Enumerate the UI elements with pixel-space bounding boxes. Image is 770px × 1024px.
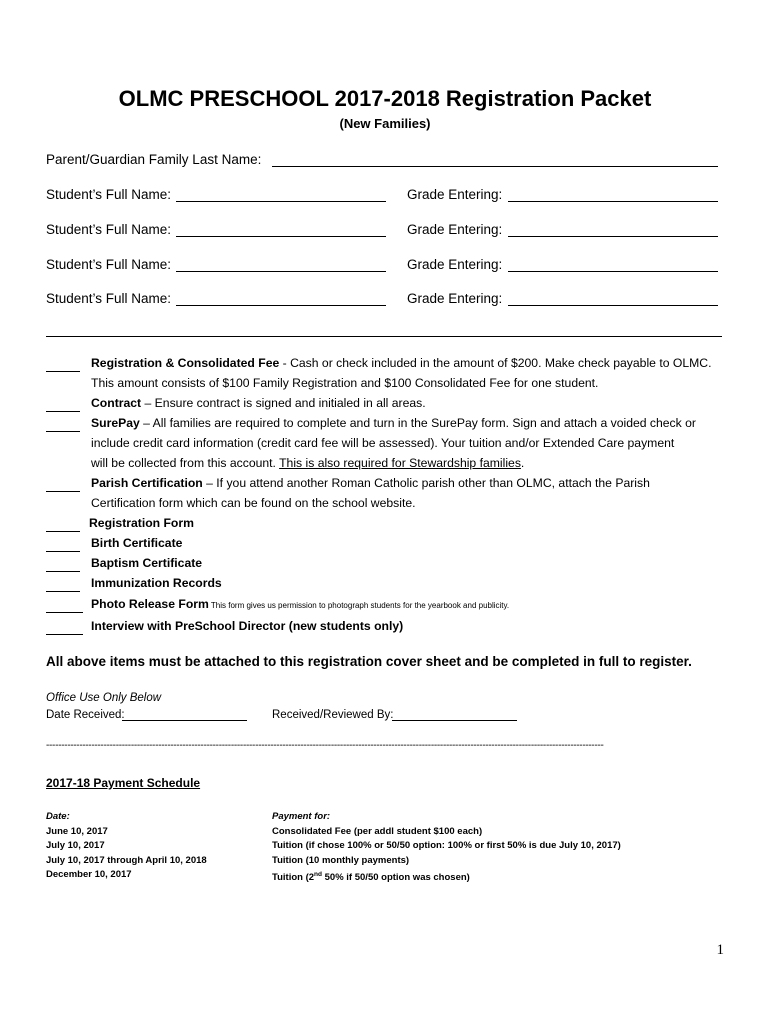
checkbox-line[interactable] bbox=[46, 399, 80, 412]
schedule-date-column bbox=[46, 810, 207, 883]
item-surepay: SurePay – All families are required to complete and turn in the SurePay form. Sign and attach a voided check or bbox=[91, 416, 696, 430]
date-received-label: Date Received: bbox=[46, 709, 125, 721]
item-registration-fee: Registration & Consolidated Fee - Cash or check included in the amount of $200. Make check payable to OLMC. bbox=[91, 356, 712, 370]
schedule-payment-column bbox=[272, 810, 621, 886]
date-received-field[interactable] bbox=[122, 707, 247, 721]
page-number: 1 bbox=[716, 942, 724, 958]
schedule-payment: Tuition (if chose 100% or 50/50 option: 100% or first 50% is due July 10, 2017) bbox=[272, 840, 621, 852]
grade-label: Grade Entering: bbox=[407, 257, 503, 272]
family-name-field[interactable] bbox=[272, 152, 718, 167]
checkbox-line[interactable] bbox=[46, 559, 80, 572]
schedule-date: July 10, 2017 through April 10, 2018 bbox=[46, 854, 207, 866]
item-registration-fee-detail: This amount consists of $100 Family Registration and $100 Consolidated Fee for one student. bbox=[91, 376, 599, 390]
grade-field[interactable] bbox=[508, 291, 718, 306]
cut-line: ---------------------------------------------------------------------------------------------------------------------------------------------------------------------------------------- bbox=[46, 740, 604, 751]
page-subtitle: (New Families) bbox=[339, 116, 431, 131]
grade-field[interactable] bbox=[508, 187, 718, 202]
student-name-field[interactable] bbox=[176, 257, 386, 272]
schedule-payment: Consolidated Fee (per addl student $100 each) bbox=[272, 825, 483, 837]
item-parish-certification-detail: Certification form which can be found on the school website. bbox=[91, 496, 416, 510]
student-name-field[interactable] bbox=[176, 222, 386, 237]
schedule-date: December 10, 2017 bbox=[46, 869, 132, 881]
item-birth-certificate: Birth Certificate bbox=[91, 536, 183, 550]
payment-header: Payment for: bbox=[272, 811, 331, 822]
schedule-payment: Tuition (2nd 50% if 50/50 option was chosen) bbox=[272, 871, 470, 884]
item-immunization-records: Immunization Records bbox=[91, 576, 222, 590]
student-name-field[interactable] bbox=[176, 291, 386, 306]
checkbox-line[interactable] bbox=[46, 600, 83, 613]
item-contract: Contract – Ensure contract is signed and initialed in all areas. bbox=[91, 396, 426, 410]
item-registration-form: Registration Form bbox=[89, 516, 194, 530]
payment-schedule-title: 2017-18 Payment Schedule bbox=[46, 776, 201, 790]
student-name-label: Student’s Full Name: bbox=[46, 257, 172, 272]
grade-field[interactable] bbox=[508, 257, 718, 272]
office-use-heading: Office Use Only Below bbox=[46, 692, 162, 704]
grade-label: Grade Entering: bbox=[407, 291, 503, 306]
student-name-label: Student’s Full Name: bbox=[46, 187, 172, 202]
schedule-payment: Tuition (10 monthly payments) bbox=[272, 854, 410, 866]
item-photo-release: Photo Release Form This form gives us permission to photograph students for the yearbook and publicity. bbox=[91, 597, 510, 611]
student-name-field[interactable] bbox=[176, 187, 386, 202]
student-name-label: Student’s Full Name: bbox=[46, 222, 172, 237]
section-divider bbox=[46, 336, 722, 337]
checkbox-line[interactable] bbox=[46, 359, 80, 372]
schedule-date: July 10, 2017 bbox=[46, 840, 105, 852]
reviewed-by-label: Received/Reviewed By: bbox=[272, 709, 394, 721]
checkbox-line[interactable] bbox=[46, 622, 83, 635]
checkbox-line[interactable] bbox=[46, 579, 80, 592]
checkbox-line[interactable] bbox=[46, 539, 80, 552]
item-interview: Interview with PreSchool Director (new students only) bbox=[91, 619, 404, 633]
schedule-date: June 10, 2017 bbox=[46, 825, 108, 837]
date-header: Date: bbox=[46, 811, 70, 822]
checkbox-line[interactable] bbox=[46, 479, 80, 492]
item-surepay-detail: will be collected from this account. This is also required for Stewardship families. bbox=[91, 456, 525, 470]
grade-label: Grade Entering: bbox=[407, 187, 503, 202]
family-name-label: Parent/Guardian Family Last Name: bbox=[46, 152, 262, 167]
grade-label: Grade Entering: bbox=[407, 222, 503, 237]
item-baptism-certificate: Baptism Certificate bbox=[91, 556, 203, 570]
checkbox-line[interactable] bbox=[46, 419, 80, 432]
page-title: OLMC PRESCHOOL 2017-2018 Registration Packet bbox=[118, 86, 652, 111]
checkbox-line[interactable] bbox=[46, 519, 80, 532]
reviewed-by-field[interactable] bbox=[392, 707, 517, 721]
item-surepay-detail: include credit card information (credit card fee will be assessed). Your tuition and/or Extended Care payment bbox=[91, 436, 675, 450]
student-name-label: Student’s Full Name: bbox=[46, 291, 172, 306]
item-parish-certification: Parish Certification – If you attend another Roman Catholic parish other than OLMC, attach the Parish bbox=[91, 476, 650, 490]
requirements-notice: All above items must be attached to this registration cover sheet and be completed in full to register. bbox=[46, 654, 692, 669]
grade-field[interactable] bbox=[508, 222, 718, 237]
